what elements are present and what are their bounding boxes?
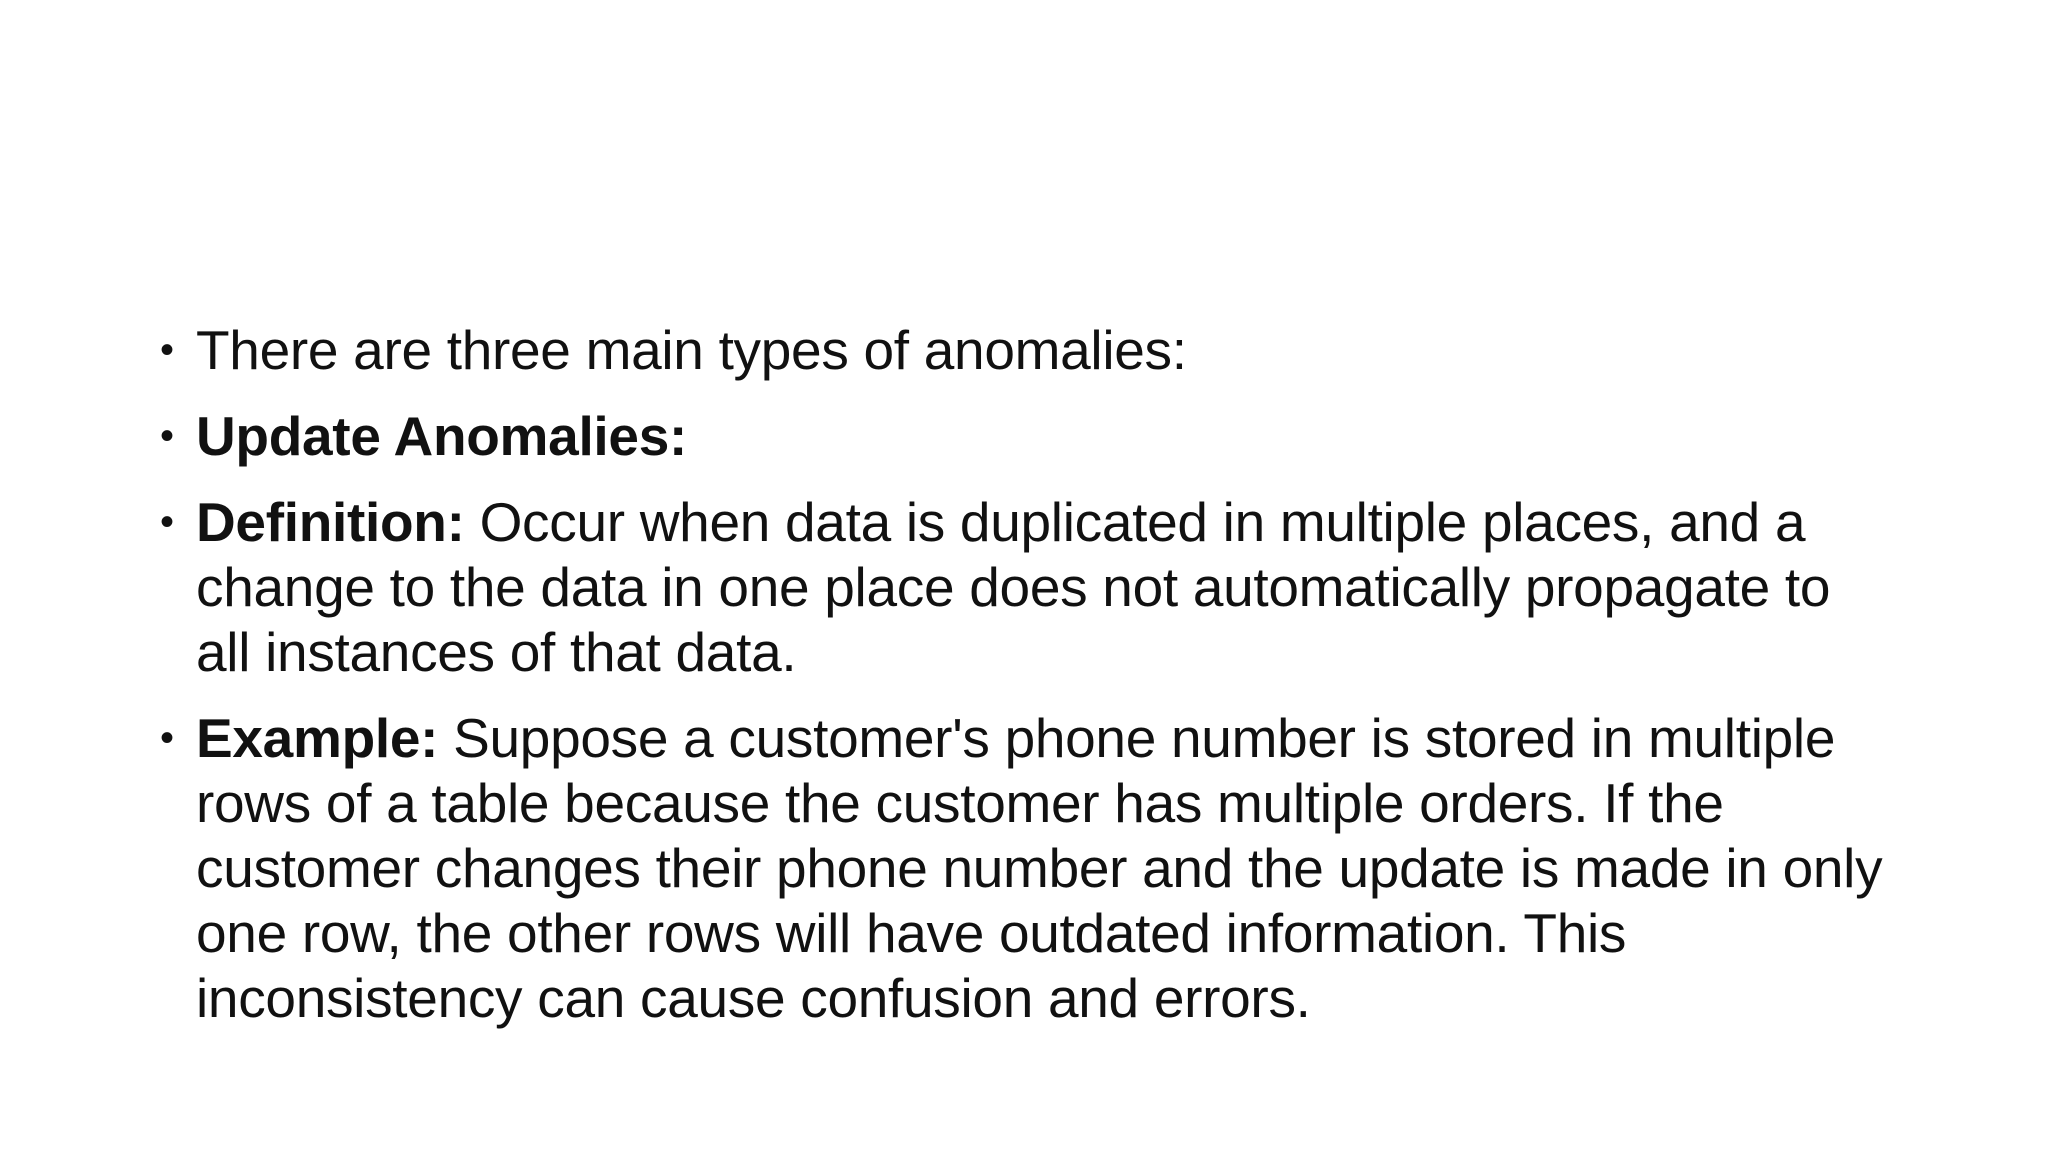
bullet-bold: Update Anomalies: (196, 405, 688, 467)
bullet-text: Occur when data is duplicated in multiple places, and a change to the data in one place does not automatically propagate to all instances of that data. (196, 491, 1831, 683)
bullet-item-intro (152, 318, 1892, 383)
bullet-bold: Definition: (196, 491, 465, 553)
bullet-item-example (152, 706, 1892, 1031)
bullet-text: There are three main types of anomalies: (196, 319, 1187, 381)
bullet-dot-icon: • (160, 414, 174, 458)
bullet-dot-icon: • (160, 716, 174, 760)
bullet-dot-icon: • (160, 500, 174, 544)
bullet-text: Suppose a customer's phone number is stored in multiple rows of a table because the customer has multiple orders. If the customer changes their phone number and the update is made in only one row, the other rows will have outdated information. This inconsistency can cause confusion and errors. (196, 707, 1883, 1029)
bullet-item-update-anomalies (152, 404, 1892, 469)
bullet-bold: Example: (196, 707, 439, 769)
bullet-item-definition (152, 490, 1892, 685)
bullet-list (152, 318, 1892, 1052)
bullet-dot-icon: • (160, 328, 174, 372)
